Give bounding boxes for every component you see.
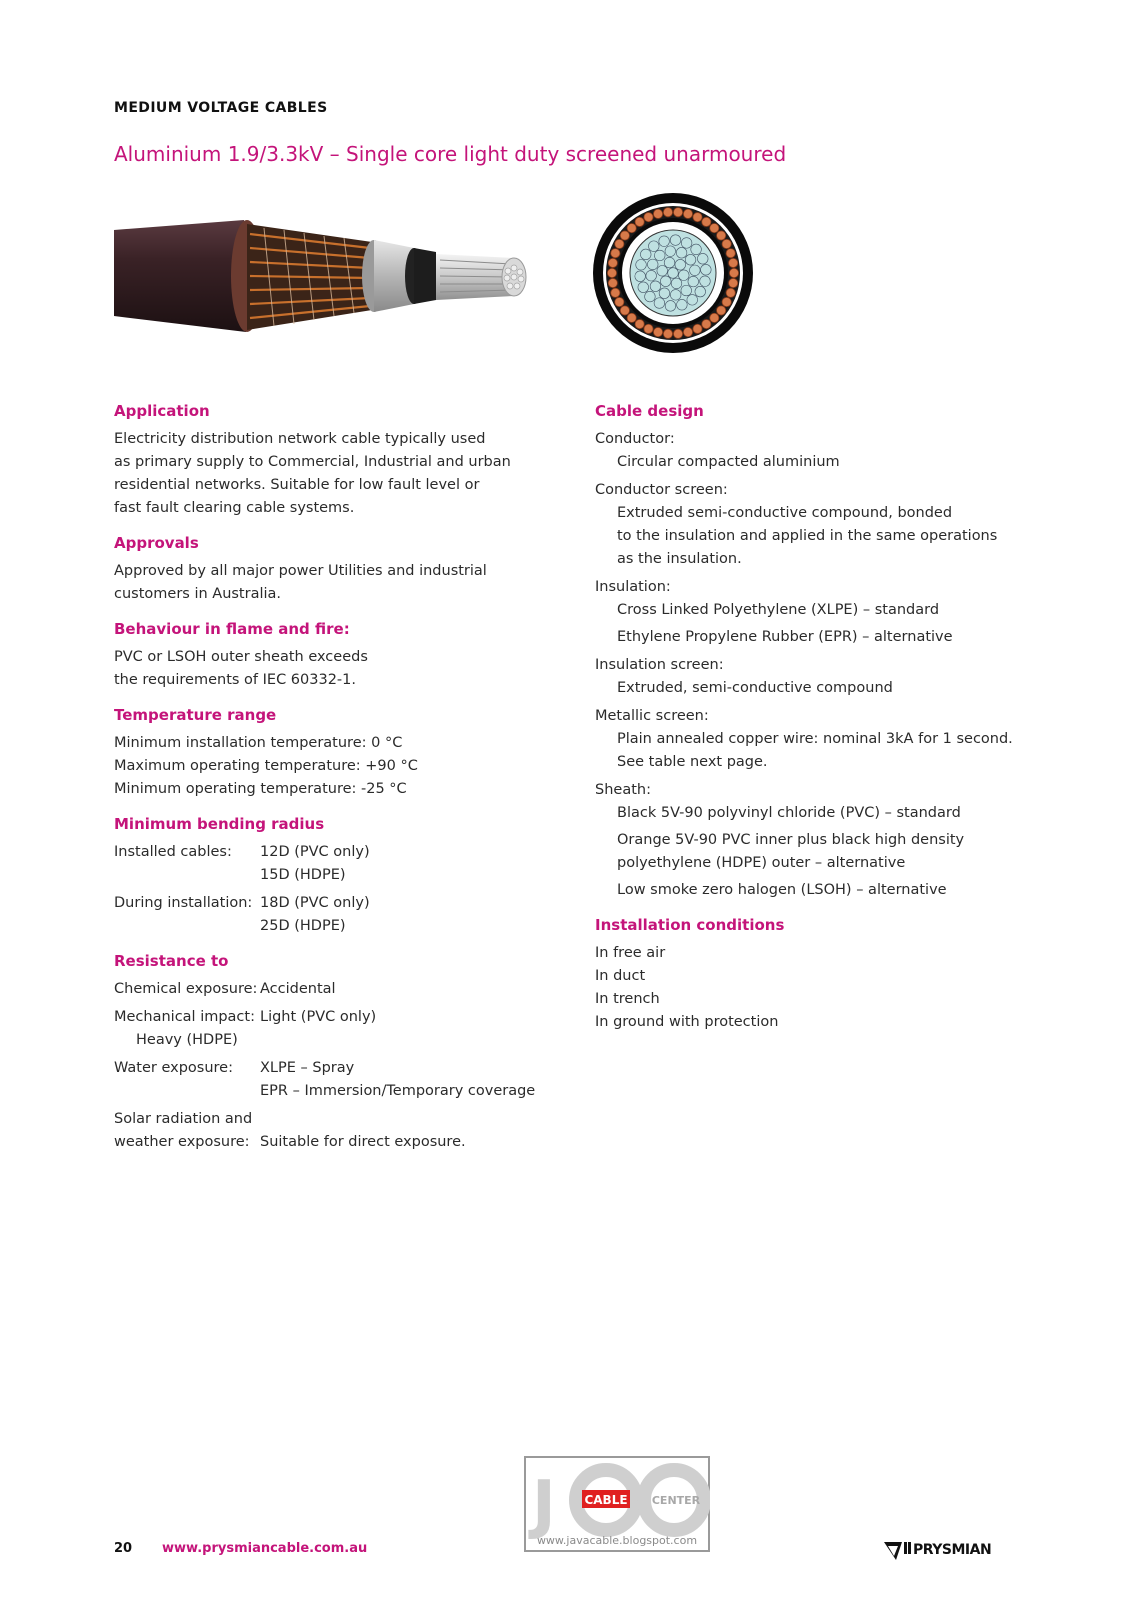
bending-during-value: 18D (PVC only)	[260, 895, 370, 911]
aluminium-strand	[665, 301, 676, 312]
installation-item: In trench	[595, 991, 660, 1007]
aluminium-strand	[695, 286, 706, 297]
copper-wire-strand	[673, 208, 682, 217]
temperature-line: Minimum operating temperature: -25 °C	[114, 781, 407, 797]
design-metallic-label: Metallic screen:	[595, 708, 709, 724]
design-sheath-value: Black 5V-90 polyvinyl chloride (PVC) – standard	[617, 805, 961, 821]
approvals-section	[114, 532, 554, 606]
design-sheath-value: Low smoke zero halogen (LSOH) – alternative	[617, 882, 947, 898]
behaviour-line: PVC or LSOH outer sheath exceeds	[114, 649, 368, 665]
design-iscreen-label: Insulation screen:	[595, 657, 724, 673]
aluminium-strand	[681, 238, 692, 249]
approvals-heading: Approvals	[114, 534, 199, 552]
copper-wire-strand	[726, 288, 735, 297]
design-cscreen-value: to the insulation and applied in the same operations	[617, 528, 998, 544]
copper-wire-strand	[607, 268, 616, 277]
copper-wire-strand	[608, 258, 617, 267]
copper-wire-strand	[710, 313, 719, 322]
application-heading: Application	[114, 402, 210, 420]
bending-during-row	[114, 892, 554, 938]
aluminium-strand	[685, 254, 696, 265]
cable-cross-section	[592, 192, 754, 354]
copper-wire-strand	[653, 209, 662, 218]
aluminium-strand	[638, 282, 649, 293]
resistance-chemical-row	[114, 978, 554, 1001]
page-number: 20	[114, 1541, 133, 1556]
aluminium-strand	[701, 264, 712, 275]
bending-installed-row	[114, 841, 554, 887]
resistance-water-value: XLPE – Spray	[260, 1060, 355, 1076]
svg-text:J: J	[532, 1468, 556, 1542]
aluminium-strand	[660, 276, 671, 287]
behaviour-line: the requirements of IEC 60332-1.	[114, 672, 356, 688]
resistance-heading: Resistance to	[114, 952, 229, 970]
behaviour-heading: Behaviour in flame and fire:	[114, 620, 350, 638]
aluminium-strand	[636, 260, 647, 271]
right-column	[595, 400, 1025, 1046]
aluminium-strand	[654, 250, 665, 261]
aluminium-strand	[687, 295, 698, 306]
page-title: Aluminium 1.9/3.3kV – Single core light duty screened unarmoured	[114, 142, 787, 166]
aluminium-strand	[677, 299, 688, 310]
approvals-line: Approved by all major power Utilities and industrial	[114, 563, 487, 579]
copper-wire-strand	[615, 239, 624, 248]
aluminium-strand	[635, 271, 646, 282]
resistance-solar-row	[114, 1108, 554, 1154]
aluminium-strand	[664, 257, 675, 268]
aluminium-strand	[676, 247, 687, 258]
copper-wire-strand	[729, 258, 738, 267]
design-sheath-value: polyethylene (HDPE) outer – alternative	[617, 855, 906, 871]
bending-section	[114, 813, 554, 938]
aluminium-strand	[646, 270, 657, 281]
aluminium-strand	[665, 246, 676, 257]
watermark-cable: CABLE	[584, 1493, 628, 1507]
resistance-water-label: Water exposure:	[114, 1060, 233, 1076]
copper-wire-strand	[717, 306, 726, 315]
copper-wire-strand	[620, 231, 629, 240]
prysmian-logo	[882, 1534, 1022, 1562]
installation-section	[595, 914, 1025, 1034]
design-insulation-value: Ethylene Propylene Rubber (EPR) – alternative	[617, 629, 953, 645]
aluminium-strand	[650, 281, 661, 292]
section-label: MEDIUM VOLTAGE CABLES	[114, 100, 328, 116]
copper-wire-strand	[611, 249, 620, 258]
application-line: as primary supply to Commercial, Industrial and urban	[114, 454, 511, 470]
design-heading: Cable design	[595, 402, 704, 420]
aluminium-strand	[645, 291, 656, 302]
aluminium-strand	[700, 276, 711, 287]
temperature-line: Minimum installation temperature: 0 °C	[114, 735, 403, 751]
resistance-mechanical-label: Mechanical impact:	[114, 1009, 255, 1025]
prysmian-wordmark: PRYSMIAN	[913, 1542, 992, 1558]
copper-wire-strand	[611, 288, 620, 297]
bending-installed-value: 12D (PVC only)	[260, 844, 370, 860]
design-insulation-label: Insulation:	[595, 579, 671, 595]
copper-wire-strand	[717, 231, 726, 240]
approvals-line: customers in Australia.	[114, 586, 282, 602]
copper-wire-strand	[644, 213, 653, 222]
resistance-solar-value: Suitable for direct exposure.	[260, 1134, 466, 1150]
behaviour-section	[114, 618, 554, 692]
resistance-section	[114, 950, 554, 1154]
copper-wire-strand	[726, 249, 735, 258]
cable-photo	[114, 212, 544, 342]
temperature-line: Maximum operating temperature: +90 °C	[114, 758, 418, 774]
aluminium-strand	[690, 265, 701, 276]
design-section	[595, 400, 1025, 902]
application-section	[114, 400, 554, 520]
aluminium-strand	[681, 285, 692, 296]
aluminium-strand	[659, 236, 670, 247]
copper-wire-strand	[683, 328, 692, 337]
installation-item: In free air	[595, 945, 666, 961]
copper-wire-strand	[673, 329, 682, 338]
application-line: residential networks. Suitable for low fault level or	[114, 477, 480, 493]
aluminium-strand	[647, 259, 658, 270]
resistance-water-row	[114, 1057, 554, 1103]
resistance-mechanical-value: Light (PVC only)	[260, 1009, 377, 1025]
copper-wire-strand	[710, 224, 719, 233]
copper-wire-strand	[620, 306, 629, 315]
copper-wire-strand	[693, 324, 702, 333]
copper-wire-strand	[729, 268, 738, 277]
bending-installed-value: 15D (HDPE)	[260, 867, 346, 883]
copper-wire-strand	[722, 297, 731, 306]
copper-wire-strand	[722, 239, 731, 248]
resistance-chemical-value: Accidental	[260, 981, 336, 997]
copper-wire-strand	[627, 313, 636, 322]
copper-wire-strand	[635, 319, 644, 328]
bending-heading: Minimum bending radius	[114, 815, 325, 833]
temperature-section	[114, 704, 554, 801]
aluminium-strand	[668, 268, 679, 279]
design-conductor-label: Conductor:	[595, 431, 675, 447]
design-cscreen-value: Extruded semi-conductive compound, bonded	[617, 505, 953, 521]
copper-wire-strand	[635, 217, 644, 226]
copper-wire-strand	[683, 209, 692, 218]
application-line: fast fault clearing cable systems.	[114, 500, 355, 516]
copper-wire-strand	[653, 328, 662, 337]
footer-url[interactable]: www.prysmiancable.com.au	[162, 1541, 368, 1556]
copper-wire-strand	[663, 329, 672, 338]
aluminium-strand	[691, 244, 702, 255]
watermark-center: CENTER	[651, 1494, 701, 1507]
aluminium-strand	[670, 235, 681, 246]
aluminium-strand	[678, 270, 689, 281]
design-metallic-value: See table next page.	[617, 754, 768, 770]
aluminium-strand	[640, 249, 651, 260]
installation-heading: Installation conditions	[595, 916, 785, 934]
aluminium-strand	[659, 288, 670, 299]
resistance-water-value: EPR – Immersion/Temporary coverage	[260, 1083, 536, 1099]
copper-wire-strand	[608, 278, 617, 287]
design-sheath-label: Sheath:	[595, 782, 651, 798]
design-sheath-value: Orange 5V-90 PVC inner plus black high density	[617, 832, 965, 848]
aluminium-strand	[688, 276, 699, 287]
resistance-mechanical-row	[114, 1006, 554, 1029]
aluminium-strand	[671, 278, 682, 289]
bending-during-label: During installation:	[114, 895, 253, 911]
temperature-heading: Temperature range	[114, 706, 277, 724]
aluminium-strand	[675, 259, 686, 270]
design-metallic-value: Plain annealed copper wire: nominal 3kA for 1 second.	[617, 731, 1013, 747]
resistance-solar-label: weather exposure:	[114, 1134, 250, 1150]
copper-wire-strand	[644, 324, 653, 333]
left-column	[114, 400, 554, 1166]
copper-wire-strand	[615, 297, 624, 306]
resistance-mechanical-value-2: Heavy (HDPE)	[136, 1032, 238, 1048]
copper-wire-strand	[627, 224, 636, 233]
installation-item: In ground with protection	[595, 1014, 779, 1030]
aluminium-strand	[657, 266, 668, 277]
resistance-chemical-label: Chemical exposure:	[114, 981, 258, 997]
installation-item: In duct	[595, 968, 646, 984]
watermark-url: www.javacable.blogspot.com	[536, 1534, 698, 1547]
bending-during-value: 25D (HDPE)	[260, 918, 346, 934]
design-conductor-value: Circular compacted aluminium	[617, 454, 840, 470]
copper-wire-strand	[702, 319, 711, 328]
watermark-logo	[524, 1456, 710, 1552]
application-line: Electricity distribution network cable typically used	[114, 431, 486, 447]
aluminium-strand	[697, 253, 708, 264]
design-iscreen-value: Extruded, semi-conductive compound	[617, 680, 893, 696]
aluminium-strand	[654, 298, 665, 309]
resistance-solar-label: Solar radiation and	[114, 1111, 253, 1127]
design-cscreen-value: as the insulation.	[617, 551, 742, 567]
aluminium-strand	[648, 241, 659, 252]
design-insulation-value: Cross Linked Polyethylene (XLPE) – standard	[617, 602, 940, 618]
copper-wire-strand	[663, 208, 672, 217]
copper-wire-strand	[702, 217, 711, 226]
design-cscreen-label: Conductor screen:	[595, 482, 728, 498]
copper-wire-strand	[693, 213, 702, 222]
bending-installed-label: Installed cables:	[114, 844, 232, 860]
aluminium-strand	[670, 290, 681, 301]
copper-wire-strand	[729, 278, 738, 287]
